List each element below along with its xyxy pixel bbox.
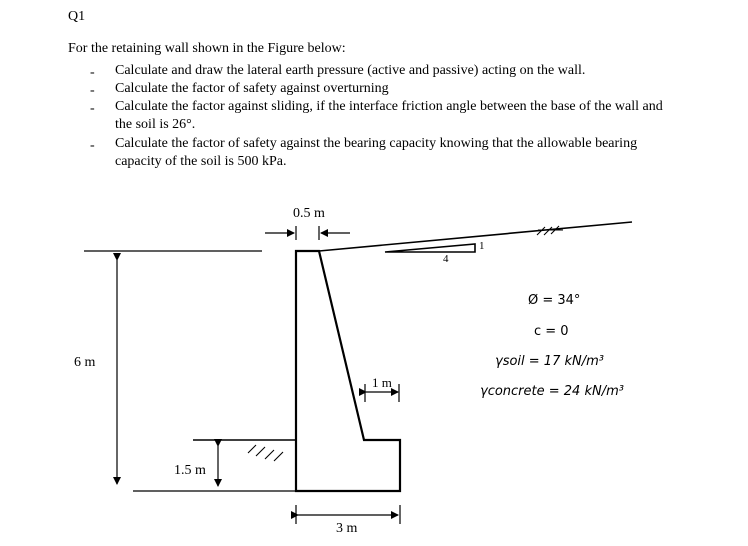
slope-ratio-triangle — [385, 244, 475, 252]
task-3: Calculate the factor against sliding, if the interface friction angle between the base of the wall and the soil is 26°. — [115, 99, 663, 132]
task-2: Calculate the factor of safety against overturning — [115, 81, 389, 96]
bullet: - — [90, 65, 95, 80]
task-1: Calculate and draw the lateral earth pressure (active and passive) acting on the wall. — [115, 63, 586, 78]
slope-run-label: 4 — [443, 253, 449, 265]
gamma-concrete-param: γconcrete = 24 kN/m³ — [480, 384, 624, 399]
phi-param: Ø = 34° — [528, 293, 581, 308]
base-width-label: 3 m — [336, 521, 358, 536]
bullet: - — [90, 138, 95, 153]
bullet: - — [90, 83, 95, 98]
soil-hatch-front — [248, 445, 283, 461]
wall-outline — [296, 251, 400, 491]
question-number: Q1 — [68, 9, 86, 24]
top-width-label: 0.5 m — [293, 206, 325, 221]
height-label: 6 m — [74, 355, 96, 370]
task-4: Calculate the factor of safety against the bearing capacity knowing that the allowable bearing capacity of the soil is 500 kPa. — [115, 136, 638, 169]
front-depth-label: 1.5 m — [174, 463, 206, 478]
slope-rise-label: 1 — [479, 240, 485, 252]
soil-hatch-back — [537, 226, 563, 235]
heel-label: 1 m — [372, 375, 392, 390]
bullet: - — [90, 101, 95, 116]
cohesion-param: c = 0 — [534, 324, 569, 339]
gamma-soil-param: γsoil = 17 kN/m³ — [495, 354, 604, 369]
question-intro: For the retaining wall shown in the Figure below: — [68, 41, 346, 56]
